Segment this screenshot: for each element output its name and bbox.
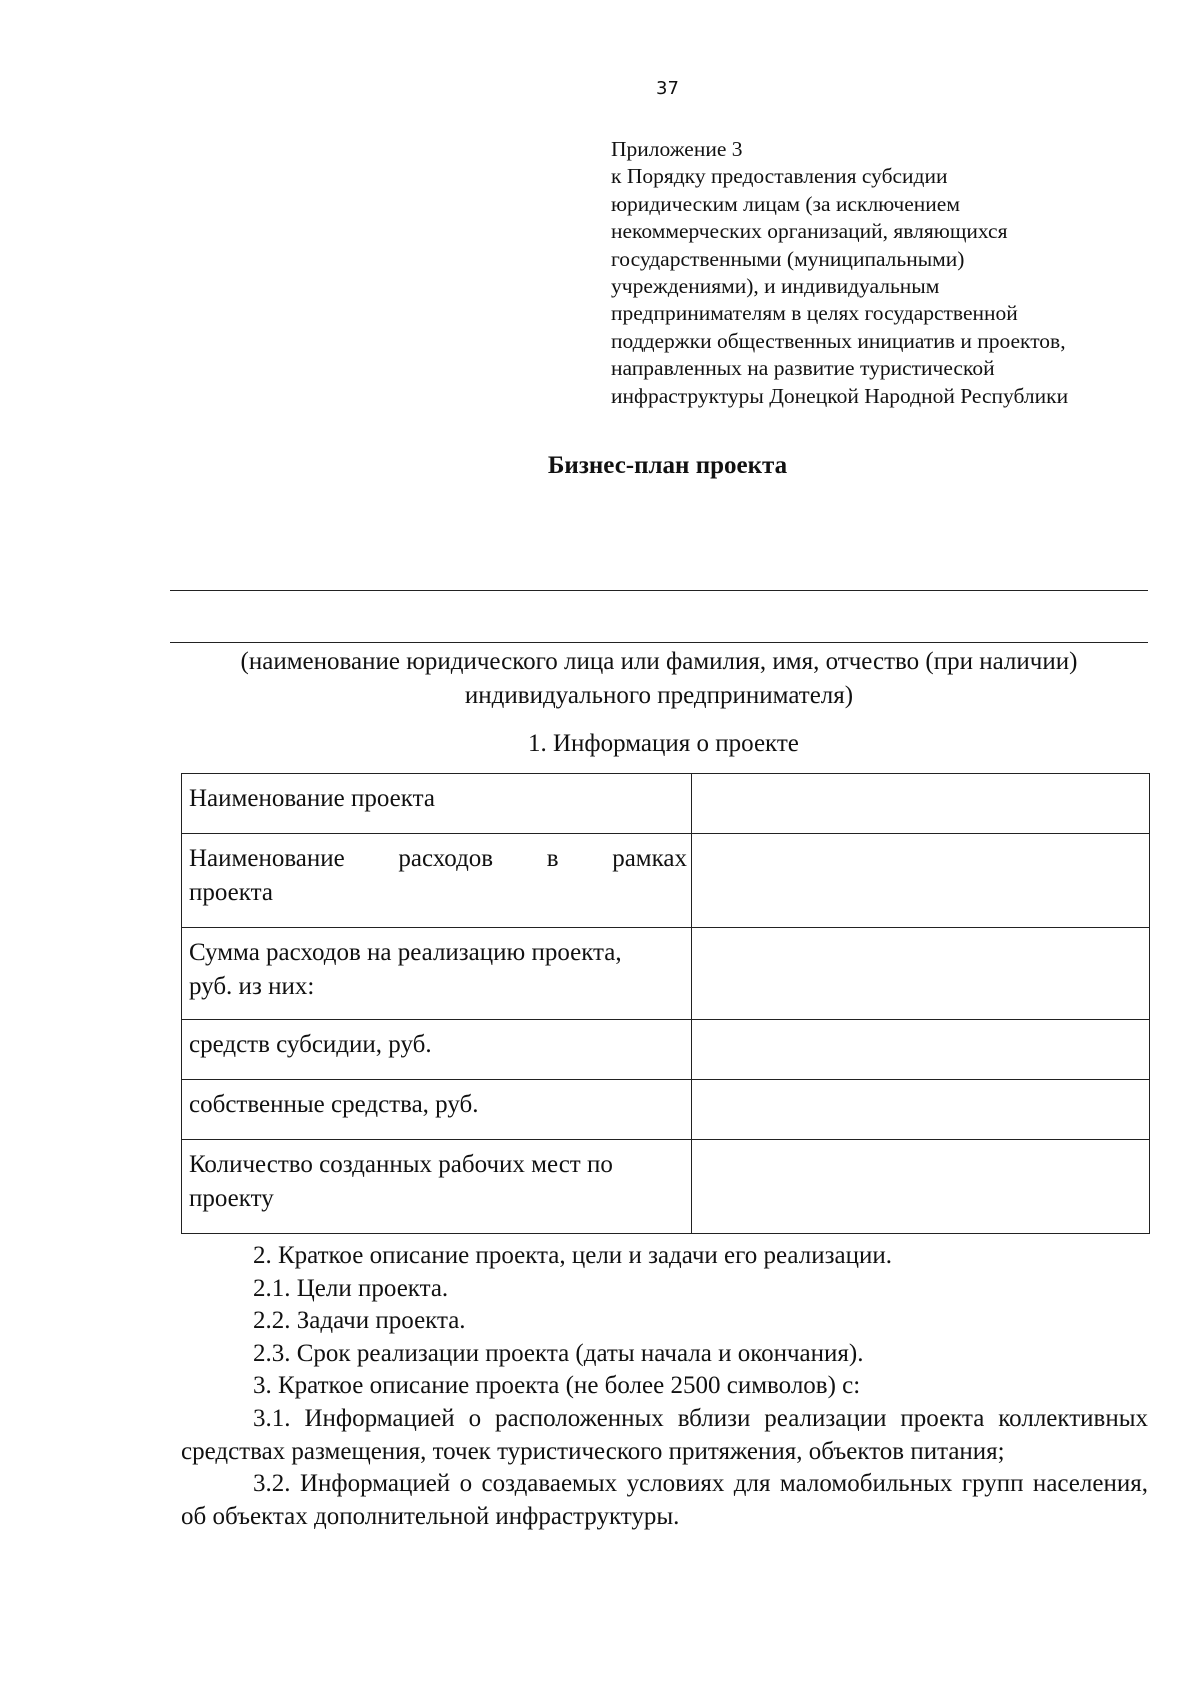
row-value-cell[interactable] — [692, 774, 1150, 834]
appendix-line: некоммерческих организаций, являющихся — [611, 219, 1008, 244]
row-label — [182, 774, 692, 834]
applicant-caption — [170, 645, 1148, 713]
applicant-caption-line: (наименование юридического лица или фамилия, имя, отчество (при наличии) — [240, 648, 1078, 675]
appendix-line: инфраструктуры Донецкой Народной Республики — [611, 383, 1069, 408]
table-row — [182, 834, 1150, 928]
row-value-cell[interactable] — [692, 1080, 1150, 1140]
row-label-text: руб. из них: — [189, 973, 315, 1000]
appendix-line: Приложение 3 — [611, 137, 743, 161]
row-label — [182, 1080, 692, 1140]
row-label-text: Наименование расходов в рамках — [189, 845, 687, 872]
row-label-text: проекта — [189, 879, 273, 906]
row-value-cell[interactable] — [692, 1020, 1150, 1080]
table-row — [182, 1020, 1150, 1080]
paragraph: 3.1. Информацией о расположенных вблизи реализации проекта коллективных средствах размещения, точек туристического притяжения, объектов питания; — [181, 1404, 1148, 1465]
description-section — [181, 1240, 1148, 1533]
appendix-line: поддержки общественных инициатив и проектов, — [611, 328, 1066, 353]
paragraph: 3. Краткое описание проекта (не более 2500 символов) с: — [253, 1372, 861, 1400]
appendix-header — [611, 136, 1171, 410]
paragraph: 2. Краткое описание проекта, цели и задачи его реализации. — [253, 1242, 892, 1269]
appendix-line: юридическим лицам (за исключением — [611, 191, 960, 216]
row-label-text: средств субсидии, руб. — [189, 1031, 432, 1058]
document-title: Бизнес-план проекта — [547, 452, 788, 479]
row-value-cell[interactable] — [692, 834, 1150, 928]
row-label-text: проекту — [189, 1185, 274, 1212]
row-label-text: Количество созданных рабочих мест по — [189, 1151, 613, 1178]
appendix-line: к Порядку предоставления субсидии — [611, 164, 948, 189]
table-row — [182, 1080, 1150, 1140]
appendix-line: направленных на развитие туристической — [611, 356, 995, 381]
row-label-text: Сумма расходов на реализацию проекта, — [189, 939, 622, 966]
row-value-cell[interactable] — [692, 1140, 1150, 1234]
paragraph: 2.1. Цели проекта. — [253, 1274, 449, 1302]
applicant-caption-line: индивидуального предпринимателя) — [464, 682, 854, 709]
paragraph: 2.3. Срок реализации проекта (даты начала и окончания). — [253, 1339, 864, 1367]
applicant-name-line-1 — [170, 590, 1148, 591]
appendix-line: предпринимателям в целях государственной — [611, 301, 1018, 326]
row-value-cell[interactable] — [692, 928, 1150, 1020]
row-label — [182, 1020, 692, 1080]
row-label — [182, 928, 692, 1020]
paragraph: 3.2. Информацией о создаваемых условиях для маломобильных групп населения, об объектах дополнительной инфраструктуры. — [181, 1470, 1148, 1530]
appendix-line: учреждениями), и индивидуальным — [611, 274, 940, 299]
appendix-line: государственными (муниципальными) — [611, 246, 965, 271]
page-number: 37 — [656, 78, 679, 99]
applicant-name-line-2 — [170, 642, 1148, 643]
row-label — [182, 834, 692, 928]
table-row — [182, 1140, 1150, 1234]
table-row — [182, 774, 1150, 834]
row-label — [182, 1140, 692, 1234]
row-label-text: Наименование проекта — [189, 785, 435, 812]
project-info-table — [181, 773, 1150, 1234]
paragraph: 2.2. Задачи проекта. — [253, 1307, 466, 1335]
table-row — [182, 928, 1150, 1020]
section-heading: 1. Информация о проекте — [528, 730, 799, 757]
row-label-text: собственные средства, руб. — [189, 1091, 479, 1118]
